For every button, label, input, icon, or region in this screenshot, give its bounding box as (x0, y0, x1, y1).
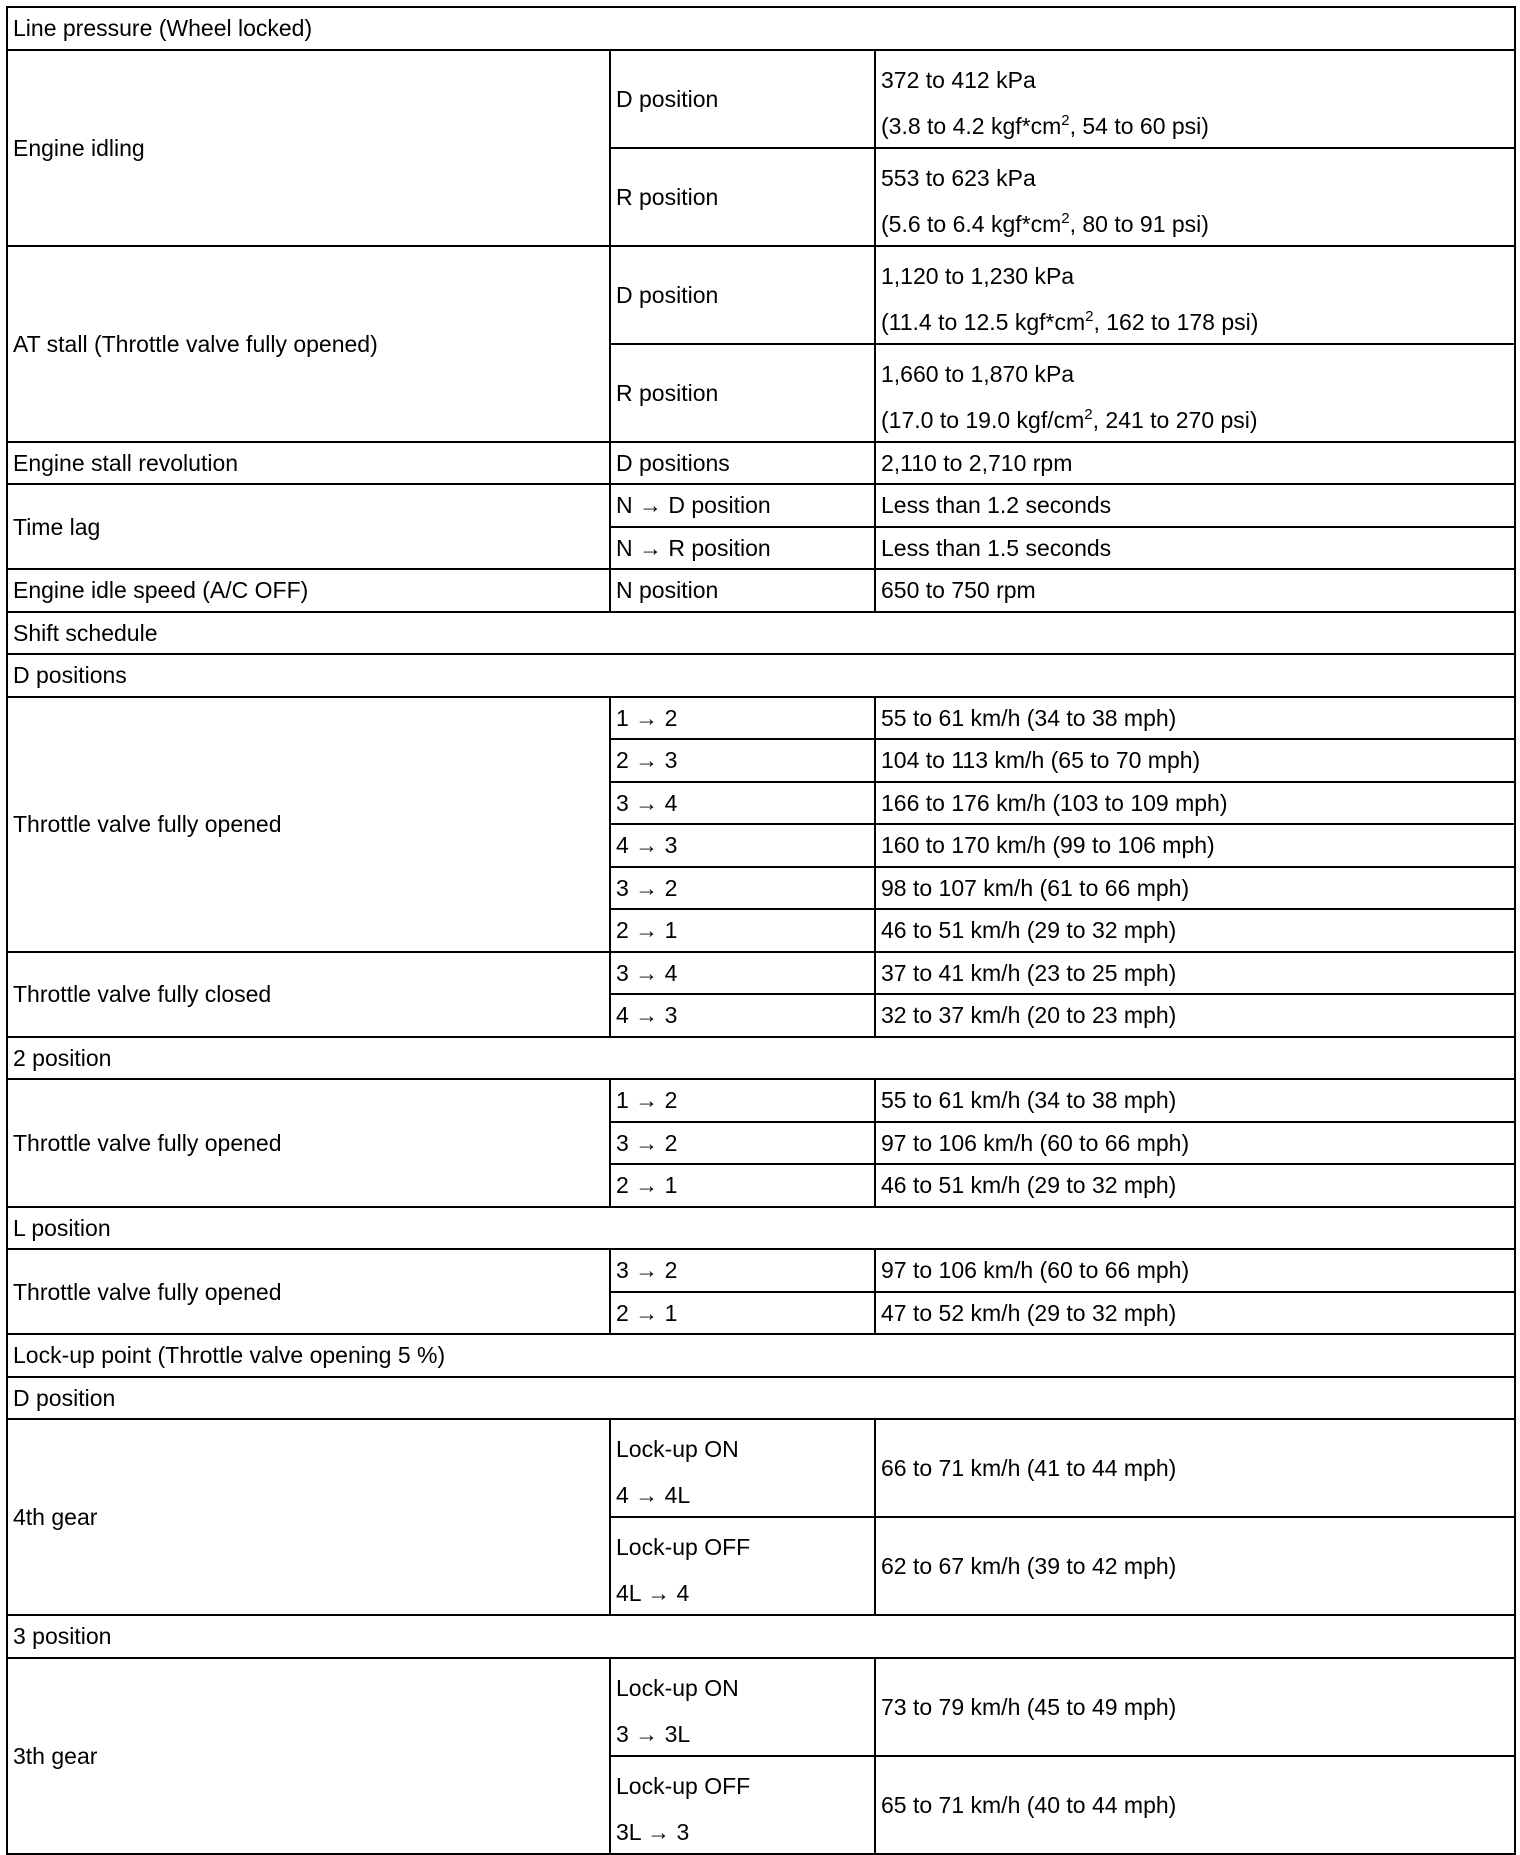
table-row (7, 50, 1515, 148)
table-row (7, 442, 1515, 485)
speed-cell: 66 to 71 km/h (41 to 44 mph) (875, 1419, 1515, 1517)
table-row (7, 1249, 1515, 1292)
shift-cell: 4 → 3 (610, 824, 875, 867)
speed-cell: 104 to 113 km/h (65 to 70 mph) (875, 739, 1515, 782)
condition-label: Throttle valve fully opened (7, 1249, 610, 1334)
lockup-shift: 3 → 3L (616, 1720, 691, 1747)
table-row (7, 1658, 1515, 1756)
table-row (7, 952, 1515, 995)
speed-cell: 55 to 61 km/h (34 to 38 mph) (875, 1079, 1515, 1122)
shift-cell: 1 → 2 (610, 1079, 875, 1122)
shift-cell: 2 → 1 (610, 1292, 875, 1335)
position-cell: N → R position (610, 527, 875, 570)
lockup-state: Lock-up OFF (616, 1534, 751, 1560)
shift-cell: 3 → 4 (610, 952, 875, 995)
spec-table (6, 6, 1516, 1855)
shift-cell: 4 → 3 (610, 994, 875, 1037)
lockup-state: Lock-up ON (616, 1674, 739, 1701)
speed-cell: 46 to 51 km/h (29 to 32 mph) (875, 1164, 1515, 1207)
section-heading-row (7, 1037, 1515, 1080)
speed-cell: 46 to 51 km/h (29 to 32 mph) (875, 909, 1515, 952)
pressure-value-cell (875, 246, 1515, 344)
section-heading-row (7, 1207, 1515, 1250)
shift-cell: 2 → 3 (610, 739, 875, 782)
position-cell: N → D position (610, 484, 875, 527)
shift-cell: 1 → 2 (610, 697, 875, 740)
speed-cell: 98 to 107 km/h (61 to 66 mph) (875, 867, 1515, 910)
condition-label: Throttle valve fully opened (7, 697, 610, 952)
lockup-shift: 4L → 4 (616, 1580, 690, 1606)
section-heading-row (7, 1615, 1515, 1658)
pressure-value: 372 to 412 kPa (881, 66, 1036, 93)
shift-cell: 2 → 1 (610, 1164, 875, 1207)
speed-cell: 62 to 67 km/h (39 to 42 mph) (875, 1517, 1515, 1615)
shift-cell: 3 → 2 (610, 1249, 875, 1292)
table-row (7, 1079, 1515, 1122)
table-row (7, 569, 1515, 612)
lockup-state-cell (610, 1419, 875, 1517)
table-row (7, 246, 1515, 344)
section-heading-row (7, 7, 1515, 50)
shift-cell: 2 → 1 (610, 909, 875, 952)
value-cell: 650 to 750 rpm (875, 569, 1515, 612)
pressure-alt-value: (11.4 to 12.5 $kgf*cm^2$, 162 to 178 psi) (881, 307, 1259, 335)
lockup-heading: Lock-up point (Throttle valve opening 5 %) (7, 1334, 1515, 1377)
pressure-value-cell (875, 344, 1515, 442)
gear-label: 4th gear (7, 1419, 610, 1615)
value-cell: Less than 1.5 seconds (875, 527, 1515, 570)
speed-cell: 55 to 61 km/h (34 to 38 mph) (875, 697, 1515, 740)
gear-label: 3th gear (7, 1658, 610, 1854)
at-stall-label: AT stall (Throttle valve fully opened) (7, 246, 610, 442)
speed-cell: 73 to 79 km/h (45 to 49 mph) (875, 1658, 1515, 1756)
lockup-state: Lock-up OFF (616, 1772, 751, 1799)
engine-idling-label: Engine idling (7, 50, 610, 246)
speed-cell: 47 to 52 km/h (29 to 32 mph) (875, 1292, 1515, 1335)
speed-cell: 160 to 170 km/h (99 to 106 mph) (875, 824, 1515, 867)
speed-cell: 166 to 176 km/h (103 to 109 mph) (875, 782, 1515, 825)
condition-label: Throttle valve fully opened (7, 1079, 610, 1207)
pressure-alt-value: (3.8 to 4.2 $kgf*cm^2$, 54 to 60 psi) (881, 111, 1209, 139)
pressure-alt-value: (17.0 to 19.0 kgf/$cm^2$, 241 to 270 psi) (881, 405, 1258, 433)
value-cell: 2,110 to 2,710 rpm (875, 442, 1515, 485)
engine-stall-label: Engine stall revolution (7, 442, 610, 485)
speed-cell: 97 to 106 km/h (60 to 66 mph) (875, 1249, 1515, 1292)
section-heading-row (7, 612, 1515, 655)
speed-cell: 65 to 71 km/h (40 to 44 mph) (875, 1756, 1515, 1854)
line-pressure-heading: Line pressure (Wheel locked) (7, 7, 1515, 50)
position-cell: D positions (610, 442, 875, 485)
position-cell: D position (610, 246, 875, 344)
lockup-d-heading: D position (7, 1377, 1515, 1420)
value-cell: Less than 1.2 seconds (875, 484, 1515, 527)
position-cell: R position (610, 344, 875, 442)
shift-cell: 3 → 2 (610, 867, 875, 910)
time-lag-label: Time lag (7, 484, 610, 569)
position-cell: R position (610, 148, 875, 246)
idle-speed-label: Engine idle speed (A/C OFF) (7, 569, 610, 612)
table-row (7, 1419, 1515, 1517)
pressure-value: 1,660 to 1,870 kPa (881, 360, 1075, 387)
table-row (7, 484, 1515, 527)
shift-cell: 3 → 2 (610, 1122, 875, 1165)
pressure-value-cell (875, 148, 1515, 246)
pos2-heading: 2 position (7, 1037, 1515, 1080)
pressure-value: 1,120 to 1,230 kPa (881, 262, 1075, 289)
position-cell: N position (610, 569, 875, 612)
posL-heading: L position (7, 1207, 1515, 1250)
section-heading-row (7, 1334, 1515, 1377)
section-heading-row (7, 1377, 1515, 1420)
lockup-state-cell (610, 1756, 875, 1854)
lockup-state-cell (610, 1517, 875, 1615)
lockup-state-cell (610, 1658, 875, 1756)
lockup-shift: 4 → 4L (616, 1482, 691, 1508)
pressure-value-cell (875, 50, 1515, 148)
speed-cell: 32 to 37 km/h (20 to 23 mph) (875, 994, 1515, 1037)
speed-cell: 37 to 41 km/h (23 to 25 mph) (875, 952, 1515, 995)
lockup-shift: 3L → 3 (616, 1818, 690, 1845)
speed-cell: 97 to 106 km/h (60 to 66 mph) (875, 1122, 1515, 1165)
pressure-value: 553 to 623 kPa (881, 164, 1036, 191)
shift-cell: 3 → 4 (610, 782, 875, 825)
position-cell: D position (610, 50, 875, 148)
section-heading-row (7, 654, 1515, 697)
table-row (7, 697, 1515, 740)
condition-label: Throttle valve fully closed (7, 952, 610, 1037)
lockup-state: Lock-up ON (616, 1436, 739, 1462)
pressure-alt-value: (5.6 to 6.4 $kgf*cm^2$, 80 to 91 psi) (881, 209, 1209, 237)
shift-schedule-heading: Shift schedule (7, 612, 1515, 655)
lockup-3-heading: 3 position (7, 1615, 1515, 1658)
d-positions-heading: D positions (7, 654, 1515, 697)
